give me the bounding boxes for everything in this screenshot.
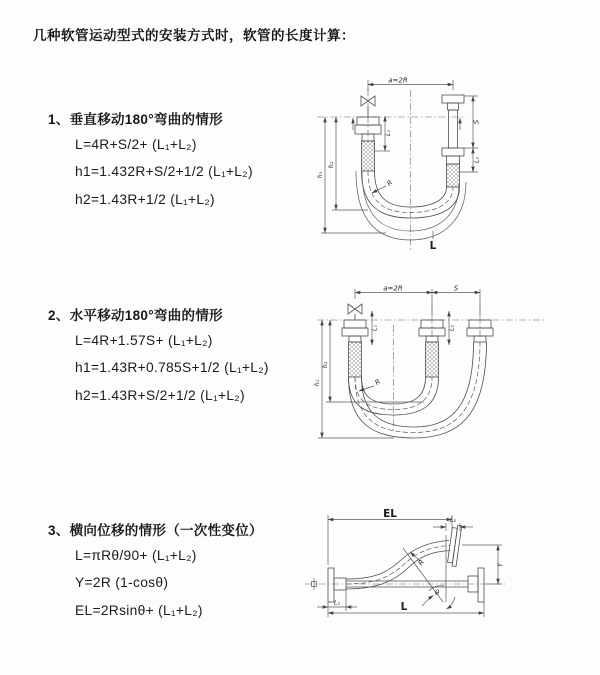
dim-label-h2: h₂ bbox=[328, 161, 335, 169]
diagram-horizontal-180-bend bbox=[312, 283, 600, 451]
dim-label-h1: h₁ bbox=[317, 171, 324, 179]
section-2-heading: 2、水平移动180°弯曲的情形 bbox=[48, 308, 223, 323]
dim-label-s: S bbox=[472, 119, 481, 125]
formula-el: EL=2Rsinθ+ (L₁+L₂) bbox=[75, 602, 203, 618]
braided-hose bbox=[426, 342, 439, 377]
radius-label: R bbox=[416, 558, 427, 568]
formula-h1: h1=1.43R+0.785S+1/2 (L₁+L₂) bbox=[75, 360, 269, 375]
dim-label-a2r: a=2R bbox=[388, 76, 408, 85]
section-lateral-displacement bbox=[48, 519, 263, 619]
dim-label-el: EL bbox=[383, 508, 397, 520]
middle-pipe-fitting bbox=[419, 320, 445, 377]
page-title: 几种软管运动型式的安装方式时，软管的长度计算： bbox=[33, 28, 355, 43]
left-pipe-fitting bbox=[355, 117, 381, 171]
radius-label: R bbox=[385, 178, 395, 189]
formula-y: Y=2R (1-cosθ) bbox=[75, 575, 169, 590]
radius-label: R bbox=[373, 377, 383, 388]
formula-length: L=4R+1.57S+ (L₁+L₂) bbox=[75, 332, 213, 348]
valve-icon bbox=[348, 304, 362, 320]
right-flange bbox=[478, 568, 484, 602]
dim-label-l1: L₁ bbox=[371, 324, 379, 332]
right-pipe-fitting bbox=[442, 95, 464, 187]
hose-bend-arcs bbox=[349, 342, 487, 438]
dim-label-l2: L₂ bbox=[448, 324, 456, 332]
formula-length: L=πRθ/90+ (L₁+L₂) bbox=[75, 547, 197, 563]
s-curve-hose bbox=[346, 541, 450, 590]
diagram-lateral-displacement bbox=[300, 505, 600, 665]
dim-label-l1: L₁ bbox=[385, 129, 392, 137]
movement-arrows bbox=[353, 118, 460, 130]
diagram-vertical-180-bend bbox=[312, 70, 600, 260]
section-1-heading: 1、垂直移动180°弯曲的情形 bbox=[48, 112, 223, 127]
dim-label-y: Y bbox=[496, 562, 505, 568]
dim-label-l2: L₂ bbox=[473, 156, 481, 164]
section-3-heading: 3、横向位移的情形（一次性变位） bbox=[48, 523, 263, 538]
length-label: L bbox=[400, 601, 408, 613]
dimension-lines bbox=[321, 80, 478, 239]
left-pipe-fitting bbox=[342, 320, 368, 377]
formula-h1: h1=1.432R+S/2+1/2 (L₁+L₂) bbox=[75, 164, 253, 179]
left-flange-fitting bbox=[328, 568, 346, 602]
section-vertical-movement bbox=[48, 108, 253, 208]
angle-label: θ bbox=[434, 589, 440, 597]
straight-pipe-original-position bbox=[346, 568, 484, 602]
length-label: L bbox=[429, 240, 437, 252]
braided-hose bbox=[349, 342, 362, 377]
braided-hose bbox=[447, 164, 460, 187]
section-horizontal-movement bbox=[48, 304, 269, 404]
formula-h2: h2=1.43R+S/2+1/2 (L₁+L₂) bbox=[75, 387, 245, 403]
centerlines bbox=[317, 89, 466, 250]
dim-label-s: S bbox=[453, 284, 459, 293]
dimension-lines bbox=[318, 289, 480, 438]
dim-label-h2: h₂ bbox=[322, 361, 329, 369]
dim-label-l2: L₂ bbox=[449, 517, 457, 524]
dimension-labels bbox=[334, 508, 505, 613]
dim-label-h1: h₁ bbox=[314, 379, 321, 387]
angle-construction bbox=[403, 535, 455, 609]
braided-hose bbox=[362, 141, 375, 171]
formula-length: L=4R+S/2+ (L₁+L₂) bbox=[75, 136, 197, 152]
dim-label-l1: L₁ bbox=[333, 599, 341, 607]
dim-label-a2r: a=2R bbox=[383, 284, 403, 293]
formula-h2: h2=1.43R+1/2 (L₁+L₂) bbox=[75, 191, 215, 207]
